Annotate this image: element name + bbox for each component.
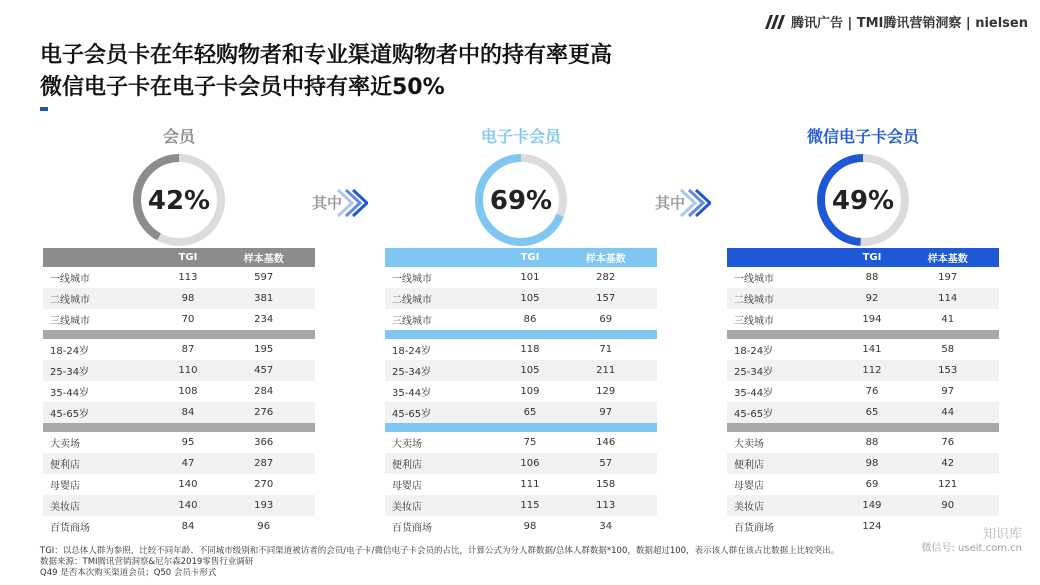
tgi-value: 109 (520, 386, 540, 397)
sample-size-value: 195 (254, 344, 274, 355)
tencent-ads-logo-icon (765, 15, 785, 29)
donut-chart (813, 150, 913, 250)
brand-logo (765, 12, 1028, 31)
table-row (385, 309, 657, 330)
sample-size-value: 97 (554, 402, 657, 423)
table-row (43, 495, 315, 516)
group-separator (385, 330, 657, 339)
arrow-among-2 (655, 188, 715, 218)
tgi-table (43, 248, 315, 537)
table-row (385, 495, 657, 516)
table-row (43, 339, 315, 360)
table-row (43, 402, 315, 423)
table-header-cell (385, 248, 505, 267)
row-label: 便利店 (385, 453, 505, 474)
panel-title: 电子卡会员 (480, 127, 561, 146)
tgi-value: 105 (505, 288, 554, 309)
tgi-value: 140 (178, 479, 198, 490)
arrow-label: 其中 (312, 194, 343, 212)
row-label: 美妆店 (43, 495, 163, 516)
sample-size-value: 597 (254, 272, 274, 283)
row-label: 18-24岁 (50, 346, 90, 357)
tgi-value: 65 (847, 402, 896, 423)
tgi-value: 141 (862, 344, 882, 355)
group-separator-bar (727, 423, 999, 432)
tgi-value: 84 (181, 521, 195, 532)
sample-size-value: 96 (257, 521, 271, 532)
sample-size-value: 146 (596, 437, 616, 448)
footnote-questions: Q49 是否本次购买渠道会员；Q50 会员卡形式 (40, 568, 217, 578)
sample-size-value: 34 (599, 521, 613, 532)
table-row (43, 474, 315, 495)
sample-size-value: 71 (599, 344, 613, 355)
tgi-value: 95 (181, 437, 195, 448)
tgi-value: 70 (181, 314, 195, 325)
sample-size-value: 90 (896, 495, 999, 516)
sample-size-value: 282 (596, 272, 616, 283)
table-header-cell: TGI (847, 248, 896, 267)
table-header-cell (727, 248, 847, 267)
table-row (43, 432, 315, 453)
table-row (385, 402, 657, 423)
row-label: 一线城市 (392, 274, 432, 285)
sample-size-value: 58 (941, 344, 955, 355)
row-label: 大卖场 (734, 439, 764, 450)
table-header-cell: 样本基数 (896, 248, 999, 267)
table-row (727, 402, 999, 423)
watermark-account: 微信号: useit.com.cn (921, 543, 1022, 554)
row-label: 一线城市 (734, 274, 774, 285)
sample-size-value: 44 (896, 402, 999, 423)
tgi-value: 92 (847, 288, 896, 309)
table-row (385, 432, 657, 453)
group-separator (727, 330, 999, 339)
tgi-table (727, 248, 999, 537)
tgi-value: 110 (163, 360, 212, 381)
donut-value-label: 49% (831, 186, 895, 216)
row-label: 百货商场 (734, 523, 774, 534)
tgi-value: 101 (520, 272, 540, 283)
table-header-cell: 样本基数 (554, 248, 657, 267)
header (0, 0, 1040, 40)
table-row (43, 453, 315, 474)
tgi-value: 124 (862, 521, 882, 532)
panel-title: 微信电子卡会员 (806, 127, 919, 146)
page-title (40, 40, 612, 104)
tgi-value: 65 (505, 402, 554, 423)
table-row (727, 453, 999, 474)
tgi-value: 84 (163, 402, 212, 423)
row-label: 三线城市 (50, 316, 90, 327)
sample-size-value: 193 (212, 495, 315, 516)
table-header-row (727, 248, 999, 267)
tgi-value: 108 (178, 386, 198, 397)
panel-title: 会员 (162, 127, 195, 146)
row-label: 母婴店 (392, 481, 422, 492)
table-row (385, 339, 657, 360)
table-row (385, 516, 657, 537)
tgi-value: 86 (523, 314, 537, 325)
table-row (385, 474, 657, 495)
table-row (385, 453, 657, 474)
tgi-value: 140 (163, 495, 212, 516)
row-label: 一线城市 (50, 274, 90, 285)
sample-size-value: 42 (896, 453, 999, 474)
group-separator-bar (727, 330, 999, 339)
tgi-value: 76 (865, 386, 879, 397)
group-separator (727, 423, 999, 432)
tgi-value: 98 (523, 521, 537, 532)
row-label: 18-24岁 (392, 346, 432, 357)
sample-size-value: 457 (212, 360, 315, 381)
footnote (40, 546, 839, 579)
sample-size-value: 157 (554, 288, 657, 309)
table-header-cell: TGI (163, 248, 212, 267)
row-label: 45-65岁 (43, 402, 163, 423)
sample-size-value: 153 (896, 360, 999, 381)
table-row (43, 516, 315, 537)
row-label: 三线城市 (392, 316, 432, 327)
tgi-value: 113 (178, 272, 198, 283)
table-row (385, 381, 657, 402)
tgi-value: 75 (523, 437, 537, 448)
chevron-right-icon (334, 188, 368, 218)
panel-members (43, 120, 315, 540)
group-separator-bar (43, 330, 315, 339)
sample-size-value: 270 (254, 479, 274, 490)
donut-value-label: 69% (489, 186, 553, 216)
panel-wechat-e-card-members (727, 120, 999, 540)
tgi-value: 47 (163, 453, 212, 474)
table-row (727, 474, 999, 495)
row-label: 百货商场 (50, 523, 90, 534)
row-label: 二线城市 (727, 288, 847, 309)
row-label: 大卖场 (50, 439, 80, 450)
tgi-value: 106 (505, 453, 554, 474)
table-row (385, 288, 657, 309)
brand-text: 腾讯广告 | TMI腾讯营销洞察 | nielsen (790, 16, 1028, 31)
sample-size-value: 114 (896, 288, 999, 309)
sample-size-value: 287 (212, 453, 315, 474)
sample-size-value: 234 (254, 314, 274, 325)
row-label: 45-65岁 (727, 402, 847, 423)
row-label: 母婴店 (734, 481, 764, 492)
tgi-value: 112 (847, 360, 896, 381)
table-header-cell (43, 248, 163, 267)
tgi-value: 105 (505, 360, 554, 381)
sample-size-value: 381 (212, 288, 315, 309)
row-label: 百货商场 (392, 523, 432, 534)
donut-chart (471, 150, 571, 250)
table-row (43, 360, 315, 381)
chevron-right-icon (677, 188, 711, 218)
table-row (727, 360, 999, 381)
table-row (727, 432, 999, 453)
sample-size-value: 276 (212, 402, 315, 423)
table-header-row (43, 248, 315, 267)
table-row (727, 495, 999, 516)
table-header-row (385, 248, 657, 267)
table-row (727, 267, 999, 288)
group-separator (43, 330, 315, 339)
tgi-value: 194 (862, 314, 882, 325)
row-label: 35-44岁 (392, 388, 432, 399)
tgi-table (385, 248, 657, 537)
tgi-value: 87 (181, 344, 195, 355)
tgi-value: 69 (865, 479, 879, 490)
tgi-value: 111 (520, 479, 540, 490)
sample-size-value: 113 (554, 495, 657, 516)
row-label: 三线城市 (734, 316, 774, 327)
sample-size-value: 57 (554, 453, 657, 474)
sample-size-value: 197 (938, 272, 958, 283)
sample-size-value: 121 (938, 479, 958, 490)
row-label: 母婴店 (50, 481, 80, 492)
table-row (43, 267, 315, 288)
tgi-value: 88 (865, 272, 879, 283)
sample-size-value: 76 (941, 437, 955, 448)
title-line-2: 微信电子卡在电子卡会员中持有率近50% (40, 75, 445, 100)
sample-size-value: 158 (596, 479, 616, 490)
table-row (43, 381, 315, 402)
panel-e-card-members (385, 120, 657, 540)
tgi-value: 98 (163, 288, 212, 309)
table-row (385, 267, 657, 288)
tgi-value: 88 (865, 437, 879, 448)
sample-size-value: 97 (941, 386, 955, 397)
title-underline (40, 107, 48, 111)
watermark (922, 528, 1023, 556)
table-row (727, 381, 999, 402)
group-separator (385, 423, 657, 432)
row-label: 二线城市 (43, 288, 163, 309)
row-label: 25-34岁 (727, 360, 847, 381)
row-label: 二线城市 (385, 288, 505, 309)
row-label: 45-65岁 (385, 402, 505, 423)
sample-size-value: 366 (254, 437, 274, 448)
row-label: 35-44岁 (734, 388, 774, 399)
table-row (385, 360, 657, 381)
sample-size-value: 69 (599, 314, 613, 325)
row-label: 18-24岁 (734, 346, 774, 357)
row-label: 大卖场 (392, 439, 422, 450)
table-row (727, 309, 999, 330)
table-row (727, 339, 999, 360)
footnote-tgi: TGI：以总体人群为参照，比较不同年龄、不同城市级别和不同渠道被访者的会员/电子卡/微信电子卡会员的占比，计算公式为分人群数据/总体人群数据*100，数据超过100，表示该人群在该占比数据上比较突出。 (40, 546, 840, 556)
row-label: 便利店 (727, 453, 847, 474)
table-row (43, 309, 315, 330)
sample-size-value: 284 (254, 386, 274, 397)
table-header-cell: 样本基数 (212, 248, 315, 267)
donut-value-label: 42% (147, 186, 211, 216)
tgi-value: 118 (520, 344, 540, 355)
tgi-value: 98 (847, 453, 896, 474)
arrow-among-1 (312, 188, 372, 218)
group-separator-bar (43, 423, 315, 432)
sample-size-value: 211 (554, 360, 657, 381)
group-separator-bar (385, 330, 657, 339)
donut-chart (129, 150, 229, 250)
row-label: 35-44岁 (50, 388, 90, 399)
row-label: 美妆店 (727, 495, 847, 516)
tgi-value: 115 (505, 495, 554, 516)
group-separator (43, 423, 315, 432)
table-row (43, 288, 315, 309)
sample-size-value: 129 (596, 386, 616, 397)
arrow-label: 其中 (655, 194, 686, 212)
row-label: 25-34岁 (385, 360, 505, 381)
watermark-title: 知识库 (982, 527, 1022, 542)
footnote-source: 数据来源：TMI腾讯营销洞察&尼尔森2019零售行业调研 (40, 557, 254, 567)
row-label: 美妆店 (385, 495, 505, 516)
table-row (727, 288, 999, 309)
tgi-value: 149 (847, 495, 896, 516)
row-label: 便利店 (43, 453, 163, 474)
table-header-cell: TGI (505, 248, 554, 267)
row-label: 25-34岁 (43, 360, 163, 381)
sample-size-value: 41 (941, 314, 955, 325)
group-separator-bar (385, 423, 657, 432)
title-line-1: 电子会员卡在年轻购物者和专业渠道购物者中的持有率更高 (40, 43, 613, 68)
